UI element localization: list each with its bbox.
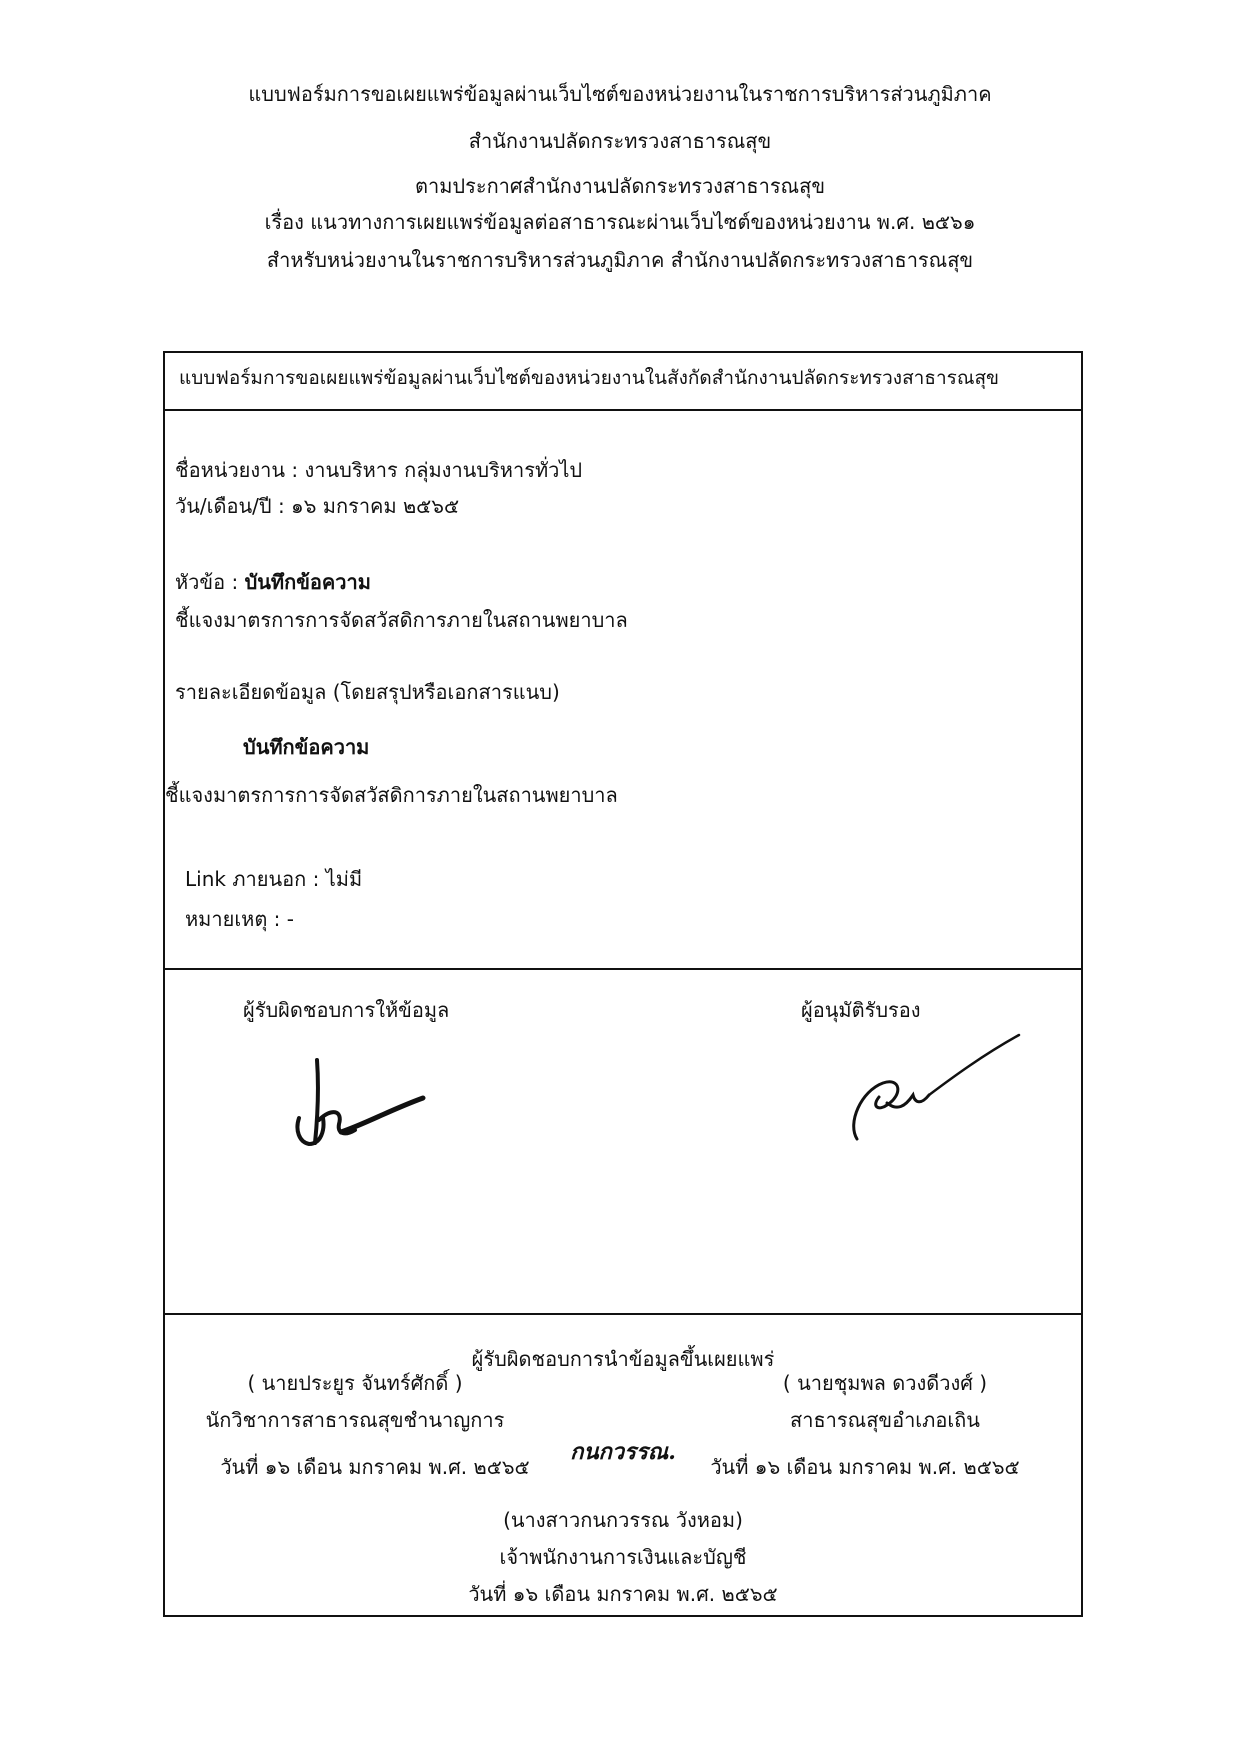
date-value: ๑๖ มกราคม ๒๕๖๕ [291,494,460,518]
link-row [185,865,362,893]
approver-signature-icon [843,1033,1023,1143]
note-value: - [286,907,294,931]
date-row [175,492,459,520]
note-label: หมายเหตุ : [185,907,287,931]
approver-name: ( นายชุมพล ดวงดีวงศ์ ) [782,1371,988,1395]
divider-signers [165,1313,1081,1315]
provider-position: นักวิชาการสาธารณสุขชำนาญการ [205,1408,505,1432]
link-value: ไม่มี [325,867,363,891]
link-label: Link ภายนอก : [185,867,326,891]
topic-label: หัวข้อ : [175,570,245,594]
form-title: แบบฟอร์มการขอเผยแพร่ข้อมูลผ่านเว็บไซต์ของหน่วยงานในสังกัดสำนักงานปลัดกระทรวงสาธารณสุข [179,367,1000,389]
approver-position: สาธารณสุขอำเภอเถิน [790,1408,980,1432]
header-line-5: สำหรับหน่วยงานในราชการบริหารส่วนภูมิภาค สำนักงานปลัดกระทรวงสาธารณสุข [266,248,974,272]
header-line-1: แบบฟอร์มการขอเผยแพร่ข้อมูลผ่านเว็บไซต์ของหน่วยงานในราชการบริหารส่วนภูมิภาค [248,82,992,106]
header-line-2: สำนักงานปลัดกระทรวงสาธารณสุข [468,129,772,153]
details-label: รายละเอียดข้อมูล (โดยสรุปหรือเอกสารแนบ) [175,680,560,704]
header-line-4: เรื่อง แนวทางการเผยแพร่ข้อมูลต่อสาธารณะผ่านเว็บไซต์ของหน่วยงาน พ.ศ. ๒๕๖๑ [264,210,976,234]
approver-role: ผู้อนุมัติรับรอง [801,998,921,1022]
publisher-role: ผู้รับผิดชอบการนำข้อมูลขึ้นเผยแพร่ [471,1347,775,1371]
publisher-name: (นางสาวกนกวรรณ วังหอม) [503,1508,743,1532]
header-line-3: ตามประกาศสำนักงานปลัดกระทรวงสาธารณสุข [414,174,825,198]
unit-value: งานบริหาร กลุ่มงานบริหารทั่วไป [304,458,583,482]
date-label: วัน/เดือน/ปี : [175,494,292,518]
provider-role: ผู้รับผิดชอบการให้ข้อมูล [243,998,450,1022]
publisher-date: วันที่ ๑๖ เดือน มกราคม พ.ศ. ๒๕๖๕ [468,1582,778,1606]
note-row [185,905,294,933]
topic-row [175,568,371,596]
topic-value: บันทึกข้อความ [244,570,371,594]
approver-date: วันที่ ๑๖ เดือน มกราคม พ.ศ. ๒๕๖๕ [710,1455,1020,1479]
unit-row [175,456,582,484]
provider-signature-icon [285,1058,425,1148]
divider-details [165,968,1081,970]
topic-detail: ชี้แจงมาตรการการจัดสวัสดิการภายในสถานพยาบาล [175,608,628,632]
publisher-signature: กนกวรรณ. [570,1439,676,1465]
details-heading: บันทึกข้อความ [243,735,370,759]
divider-title [165,409,1081,411]
unit-label: ชื่อหน่วยงาน : [175,458,305,482]
provider-name: ( นายประยูร จันทร์ศักดิ์ ) [247,1371,463,1395]
details-text: ชี้แจงมาตรการการจัดสวัสดิการภายในสถานพยาบาล [165,783,618,807]
form-box [163,351,1083,1617]
publisher-position: เจ้าพนักงานการเงินและบัญชี [499,1545,747,1569]
provider-date: วันที่ ๑๖ เดือน มกราคม พ.ศ. ๒๕๖๕ [220,1455,530,1479]
